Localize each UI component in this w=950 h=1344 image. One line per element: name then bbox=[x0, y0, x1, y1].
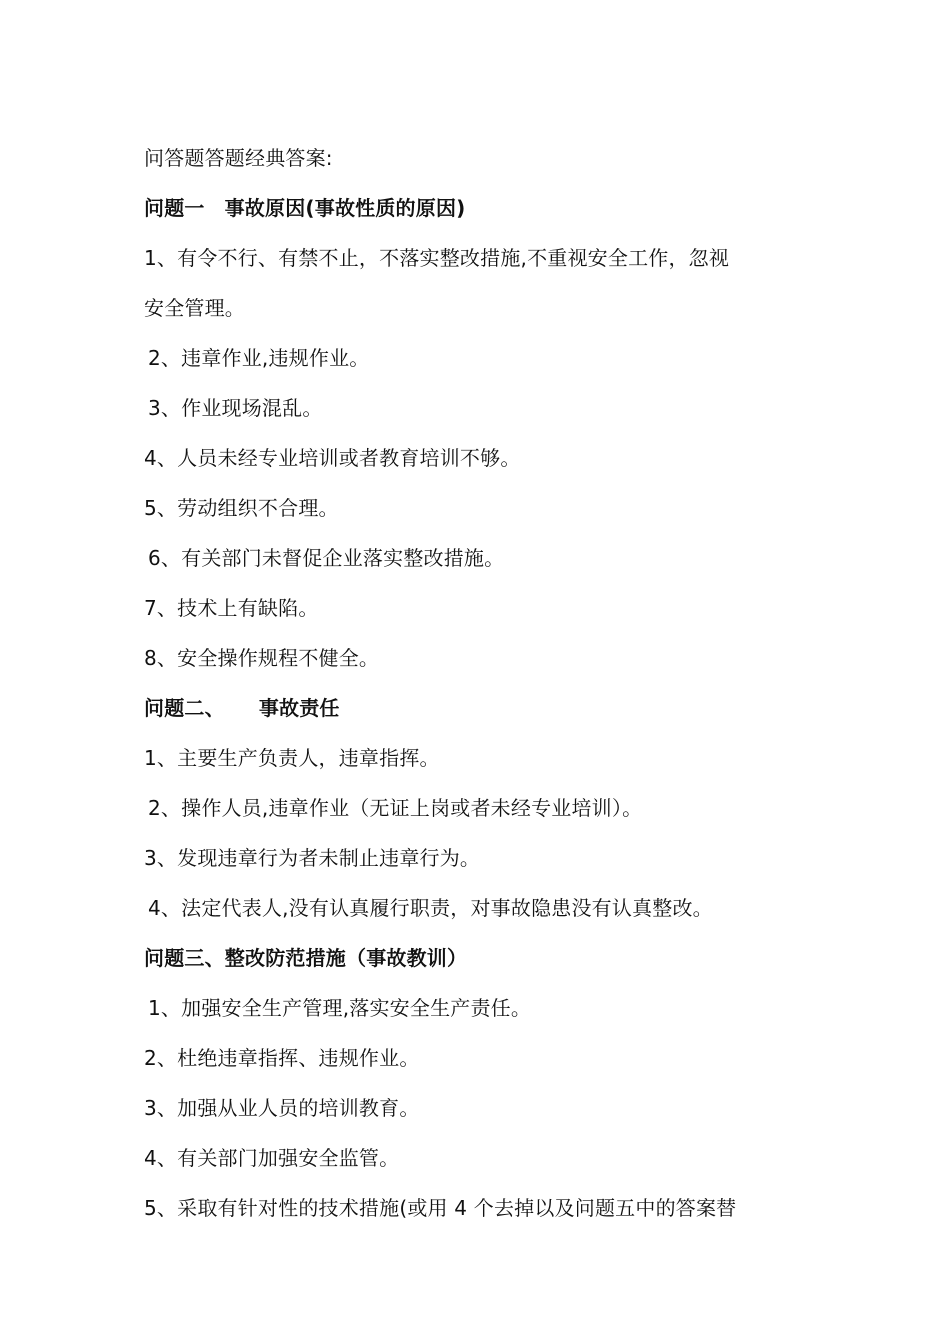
section3-item3: 3、加强从业人员的培训教育。 bbox=[144, 1096, 420, 1120]
section1-item4: 4、人员未经专业培训或者教育培训不够。 bbox=[144, 446, 521, 470]
section2-item2: 2、操作人员,违章作业（无证上岗或者未经专业培训）。 bbox=[148, 796, 643, 820]
section2-heading-number: 问题二、 bbox=[144, 696, 225, 720]
section2-heading bbox=[144, 683, 824, 733]
section1-heading-number: 问题一 bbox=[144, 196, 205, 220]
section1-item3: 3、作业现场混乱。 bbox=[148, 396, 323, 420]
section1-item1-line1: 1、有令不行、有禁不止，不落实整改措施,不重视安全工作，忽视 bbox=[144, 246, 730, 270]
section3-item2: 2、杜绝违章指挥、违规作业。 bbox=[144, 1046, 420, 1070]
section1-heading bbox=[144, 183, 824, 233]
section1-item2: 2、违章作业,违规作业。 bbox=[148, 346, 370, 370]
section1-item1-line2: 安全管理。 bbox=[144, 296, 245, 320]
section1-item6: 6、有关部门未督促企业落实整改措施。 bbox=[148, 546, 505, 570]
section2-item3: 3、发现违章行为者未制止违章行为。 bbox=[144, 846, 481, 870]
section3-heading: 问题三、整改防范措施（事故教训） bbox=[144, 946, 468, 970]
document-body bbox=[144, 133, 824, 1233]
section3-item4: 4、有关部门加强安全监管。 bbox=[144, 1146, 400, 1170]
section2-item1: 1、主要生产负责人，违章指挥。 bbox=[144, 746, 440, 770]
section1-item7: 7、技术上有缺陷。 bbox=[144, 596, 319, 620]
section1-item5: 5、劳动组织不合理。 bbox=[144, 496, 339, 520]
section3-item5: 5、采取有针对性的技术措施(或用 4 个去掉以及问题五中的答案替 bbox=[144, 1196, 737, 1220]
section1-item8: 8、安全操作规程不健全。 bbox=[144, 646, 380, 670]
section2-heading-title: 事故责任 bbox=[258, 696, 340, 720]
intro-line: 问答题答题经典答案: bbox=[144, 146, 333, 170]
section2-item4: 4、法定代表人,没有认真履行职责，对事故隐患没有认真整改。 bbox=[148, 896, 713, 920]
section1-heading-title: 事故原因(事故性质的原因) bbox=[224, 196, 466, 220]
section3-item1: 1、加强安全生产管理,落实安全生产责任。 bbox=[148, 996, 532, 1020]
